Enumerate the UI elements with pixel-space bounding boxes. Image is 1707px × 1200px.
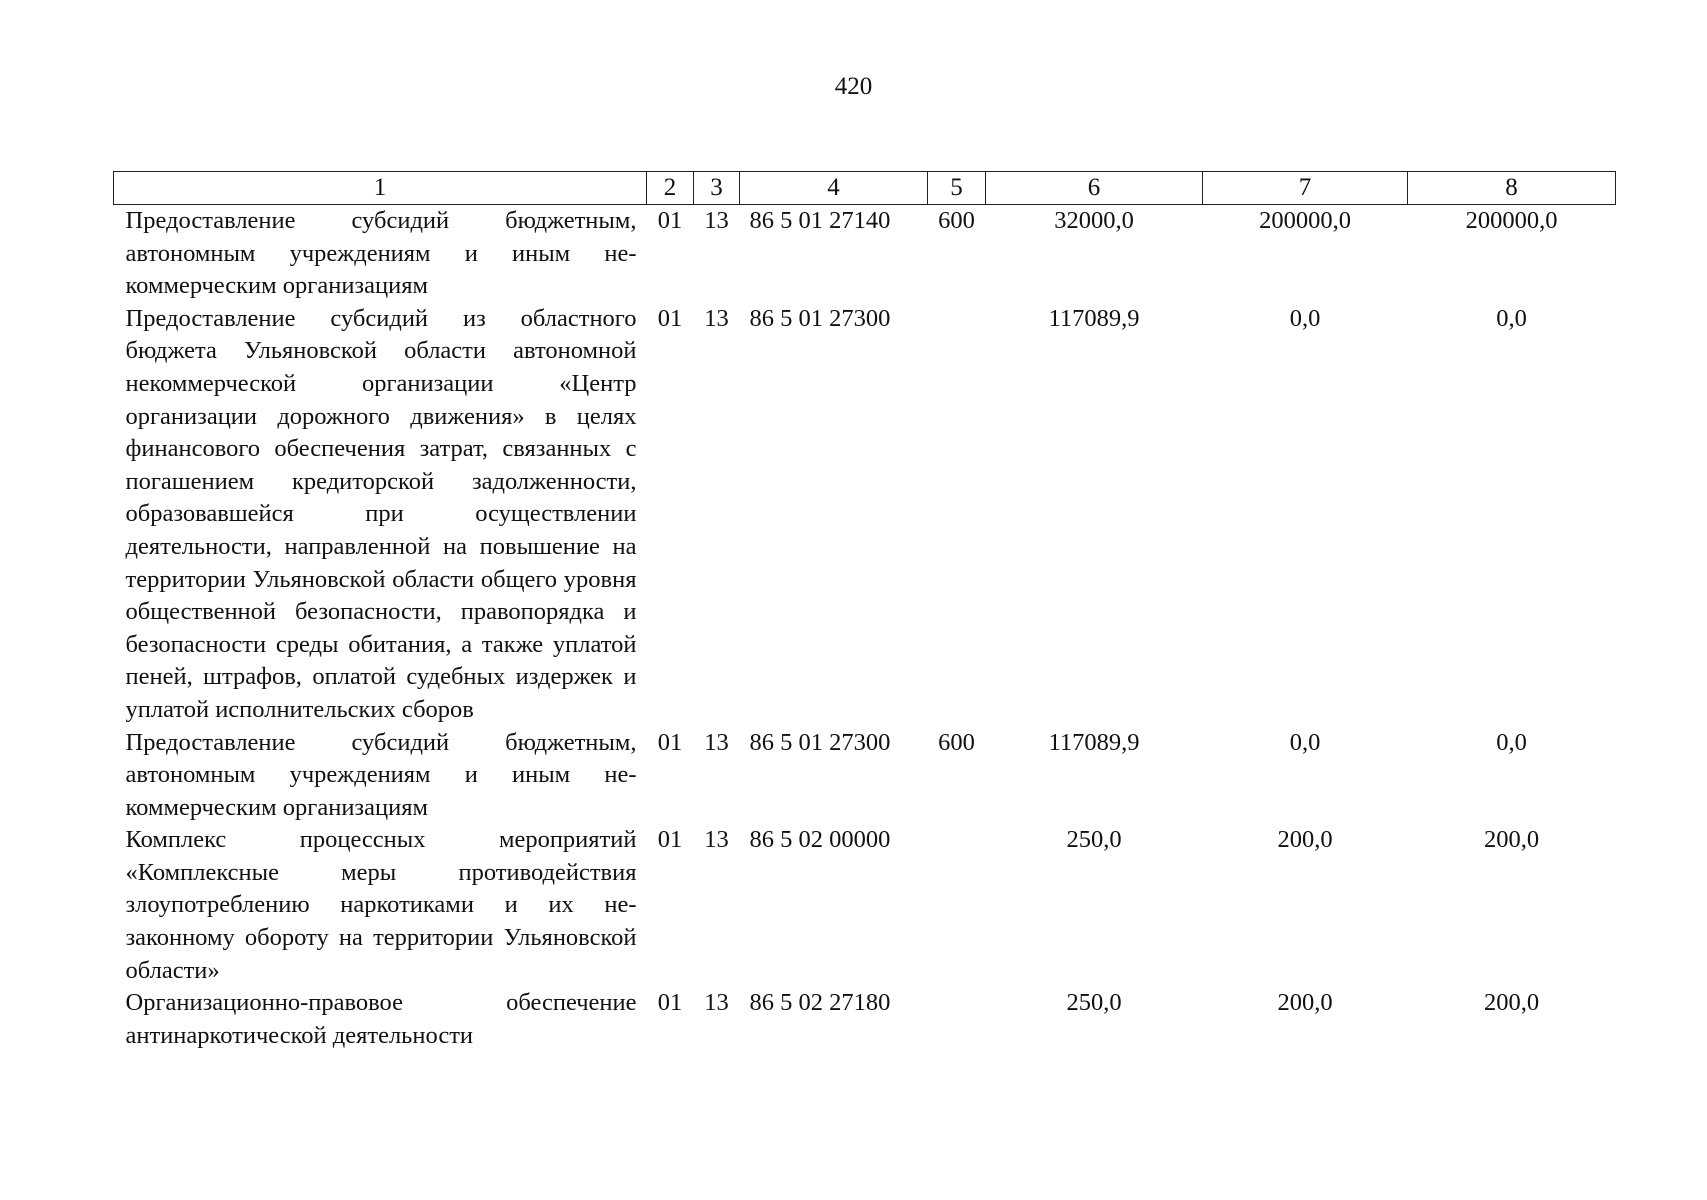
row-expense-type <box>928 303 986 727</box>
row-amount-col6: 250,0 <box>1066 826 1122 854</box>
row-amount-col7: 200,0 <box>1277 989 1333 1017</box>
row-subsection: 13 <box>704 304 729 332</box>
header-row <box>114 172 1616 205</box>
row-description: Организационно-правовое обеспечение антинаркотической деятельности <box>125 989 637 1049</box>
row-target-code: 86 5 01 27300 <box>749 304 891 332</box>
row-amount-col8: 200000,0 <box>1465 207 1558 234</box>
header-col-1: 1 <box>114 172 647 205</box>
row-amount-col7: 200,0 <box>1277 826 1333 854</box>
row-description: Предоставление субсидий бюджетным, автономным учреждениям и иным некоммерческим организациям <box>125 207 637 300</box>
budget-table <box>113 171 1616 1052</box>
row-target-code: 86 5 01 27300 <box>749 728 891 756</box>
row-target-code: 86 5 01 27140 <box>749 207 891 234</box>
table-row <box>114 824 1616 987</box>
table-row <box>114 727 1616 825</box>
row-description: Предоставление субсидий бюджетным, автономным учреждениям и иным некоммерческим организациям <box>125 728 637 821</box>
row-section: 01 <box>657 826 683 854</box>
row-section: 01 <box>657 304 683 332</box>
table-row <box>114 987 1616 1052</box>
row-amount-col6: 117089,9 <box>1048 304 1140 332</box>
row-amount-col8: 200,0 <box>1483 826 1540 854</box>
header-col-2: 2 <box>647 172 694 205</box>
row-subsection: 13 <box>704 989 729 1017</box>
row-amount-col8: 0,0 <box>1496 304 1527 332</box>
table-row <box>114 303 1616 727</box>
header-col-7: 7 <box>1203 172 1408 205</box>
row-amount-col7: 0,0 <box>1289 728 1321 756</box>
header-col-3: 3 <box>694 172 740 205</box>
header-col-5: 5 <box>928 172 986 205</box>
page-number: 420 <box>834 73 873 100</box>
row-expense-type: 600 <box>938 728 975 756</box>
row-target-code: 86 5 02 27180 <box>749 989 891 1017</box>
row-amount-col6: 32000,0 <box>1054 207 1134 234</box>
row-subsection: 13 <box>704 728 729 756</box>
row-expense-type <box>928 987 986 1052</box>
table-header <box>114 172 1616 205</box>
row-description: Предоставление субсидий из областного бюджета Ульяновской области автономной некоммерческой организации «Центр организации дорожного движения» в целях финансового обеспечения затрат, связанных с погашением кредиторской задолженности, образовавшейся при осуществлении деятельности, направленной на повышение на территории Ульяновской области общего уровня общественной безопасности, правопорядка и безопасности среды обитания, а также уплатой пеней, штрафов, оплатой судебных издержек и уплатой исполнительских сборов <box>125 304 637 723</box>
row-section: 01 <box>657 728 683 756</box>
row-amount-col7: 200000,0 <box>1259 207 1351 234</box>
table-row <box>114 205 1616 303</box>
row-description: Комплекс процессных мероприятий «Комплексные меры противодействия злоупотреблению наркотиками и их незаконному обороту на территории Ульяновской области» <box>125 826 637 984</box>
table-body <box>114 205 1616 1053</box>
row-amount-col8: 0,0 <box>1496 728 1527 756</box>
row-target-code: 86 5 02 00000 <box>749 826 891 854</box>
row-amount-col6: 250,0 <box>1066 989 1122 1017</box>
row-subsection: 13 <box>704 207 729 234</box>
row-section: 01 <box>657 207 683 234</box>
header-col-6: 6 <box>986 172 1203 205</box>
row-amount-col6: 117089,9 <box>1048 728 1140 756</box>
row-section: 01 <box>657 989 683 1017</box>
row-subsection: 13 <box>704 826 729 854</box>
row-amount-col7: 0,0 <box>1289 304 1321 332</box>
header-col-8: 8 <box>1408 172 1616 205</box>
row-expense-type <box>928 824 986 987</box>
header-col-4: 4 <box>740 172 928 205</box>
row-expense-type: 600 <box>938 207 975 234</box>
row-amount-col8: 200,0 <box>1483 989 1540 1017</box>
